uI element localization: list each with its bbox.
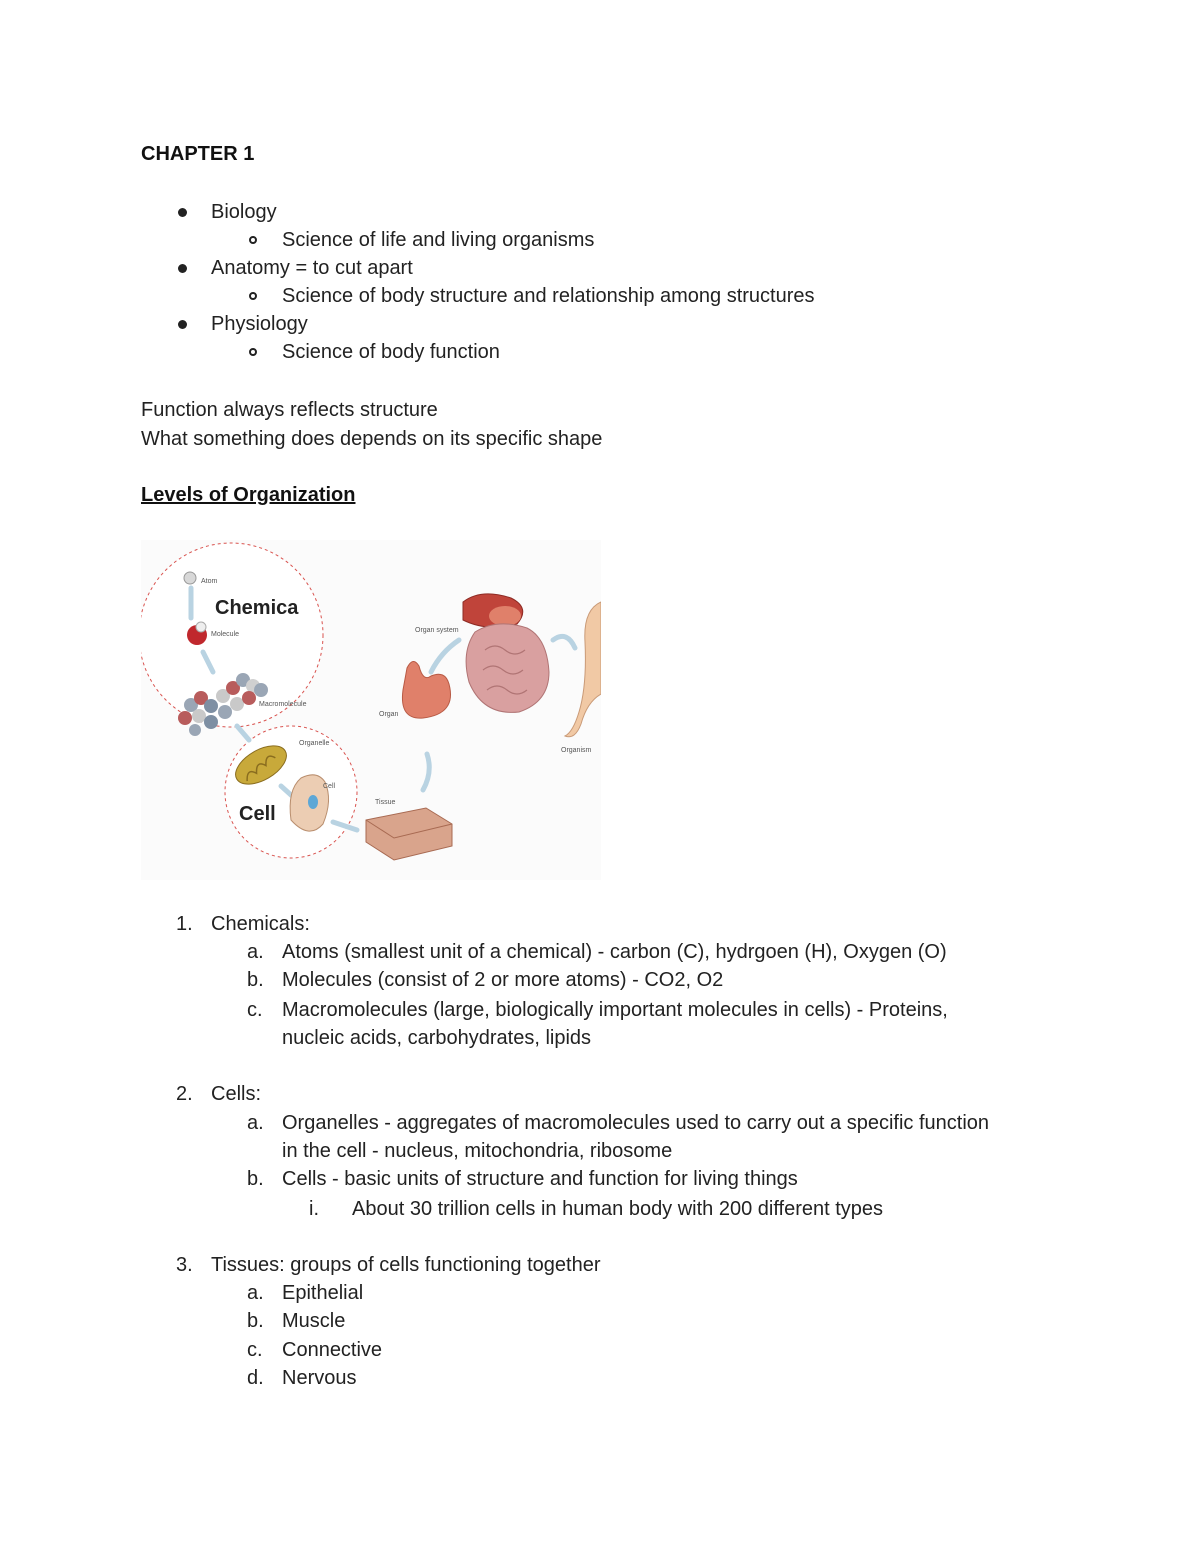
list-roman: i. (309, 1198, 319, 1220)
levels-of-organization-figure (141, 540, 601, 880)
tissue-label: Tissue (375, 799, 396, 806)
level-title: Cells: (211, 1083, 262, 1105)
list-item: Cells - basic units of structure and function for living things (282, 1168, 798, 1190)
principle-line: What something does depends on its specific shape (141, 428, 603, 450)
organ-system-label: Organ system (415, 627, 459, 634)
list-letter: a. (247, 941, 264, 963)
list-item: Organelles - aggregates of macromolecules used to carry out a specific function (282, 1112, 990, 1134)
organ-label: Organ (379, 711, 399, 718)
macromolecule-label: Macromolecule (259, 701, 307, 708)
list-letter: c. (247, 1339, 263, 1361)
bullet-disc (178, 208, 187, 217)
list-item-continuation: nucleic acids, carbohydrates, lipids (282, 1027, 592, 1049)
bullet-disc (178, 264, 187, 273)
definition-term: Anatomy = to cut apart (211, 257, 413, 279)
molecule-atom-icon (196, 622, 206, 632)
list-item: Epithelial (282, 1282, 364, 1304)
cell-label: Cell (239, 803, 276, 825)
bullet-circle (249, 348, 257, 356)
list-item: Atoms (smallest unit of a chemical) - carbon (C), hydrgoen (H), Oxygen (O) (282, 941, 947, 963)
bullet-circle (249, 236, 257, 244)
definition-detail: Science of body function (282, 341, 500, 363)
cell-small-label: Cell (323, 783, 336, 790)
cell-nucleus-icon (308, 795, 318, 809)
list-letter: d. (247, 1367, 264, 1389)
list-item-continuation: in the cell - nucleus, mitochondria, ribosome (282, 1140, 673, 1162)
list-item: Connective (282, 1339, 383, 1361)
stomach-small-icon (489, 606, 521, 626)
list-letter: b. (247, 1310, 264, 1332)
level-title: Chemicals: (211, 913, 310, 935)
molecule-label: Molecule (211, 631, 240, 638)
list-item: Macromolecules (large, biologically important molecules in cells) - Proteins, (282, 999, 948, 1021)
list-number: 2. (176, 1083, 193, 1105)
list-letter: b. (247, 1168, 264, 1190)
level-title: Tissues: groups of cells functioning together (211, 1254, 601, 1276)
bullet-circle (249, 292, 257, 300)
list-letter: c. (247, 999, 263, 1021)
list-item: Molecules (consist of 2 or more atoms) - CO2, O2 (282, 969, 724, 991)
bullet-disc (178, 320, 187, 329)
atom-icon (184, 572, 196, 584)
organelle-label: Organelle (299, 740, 330, 747)
list-letter: a. (247, 1282, 264, 1304)
section-heading: Levels of Organization (141, 484, 356, 506)
list-subitem: About 30 trillion cells in human body with 200 different types (352, 1198, 884, 1220)
list-number: 3. (176, 1254, 193, 1276)
atom-label: Atom (201, 578, 218, 585)
definition-detail: Science of life and living organisms (282, 229, 595, 251)
organism-label: Organism (561, 747, 592, 754)
definition-term: Biology (211, 201, 277, 223)
list-item: Muscle (282, 1310, 346, 1332)
list-number: 1. (176, 913, 193, 935)
definition-term: Physiology (211, 313, 308, 335)
chapter-title: CHAPTER 1 (141, 143, 255, 165)
list-letter: b. (247, 969, 264, 991)
definition-detail: Science of body structure and relationship among structures (282, 285, 815, 307)
list-letter: a. (247, 1112, 264, 1134)
principle-line: Function always reflects structure (141, 399, 438, 421)
chemical-label: Chemica (215, 597, 299, 619)
list-item: Nervous (282, 1367, 357, 1389)
